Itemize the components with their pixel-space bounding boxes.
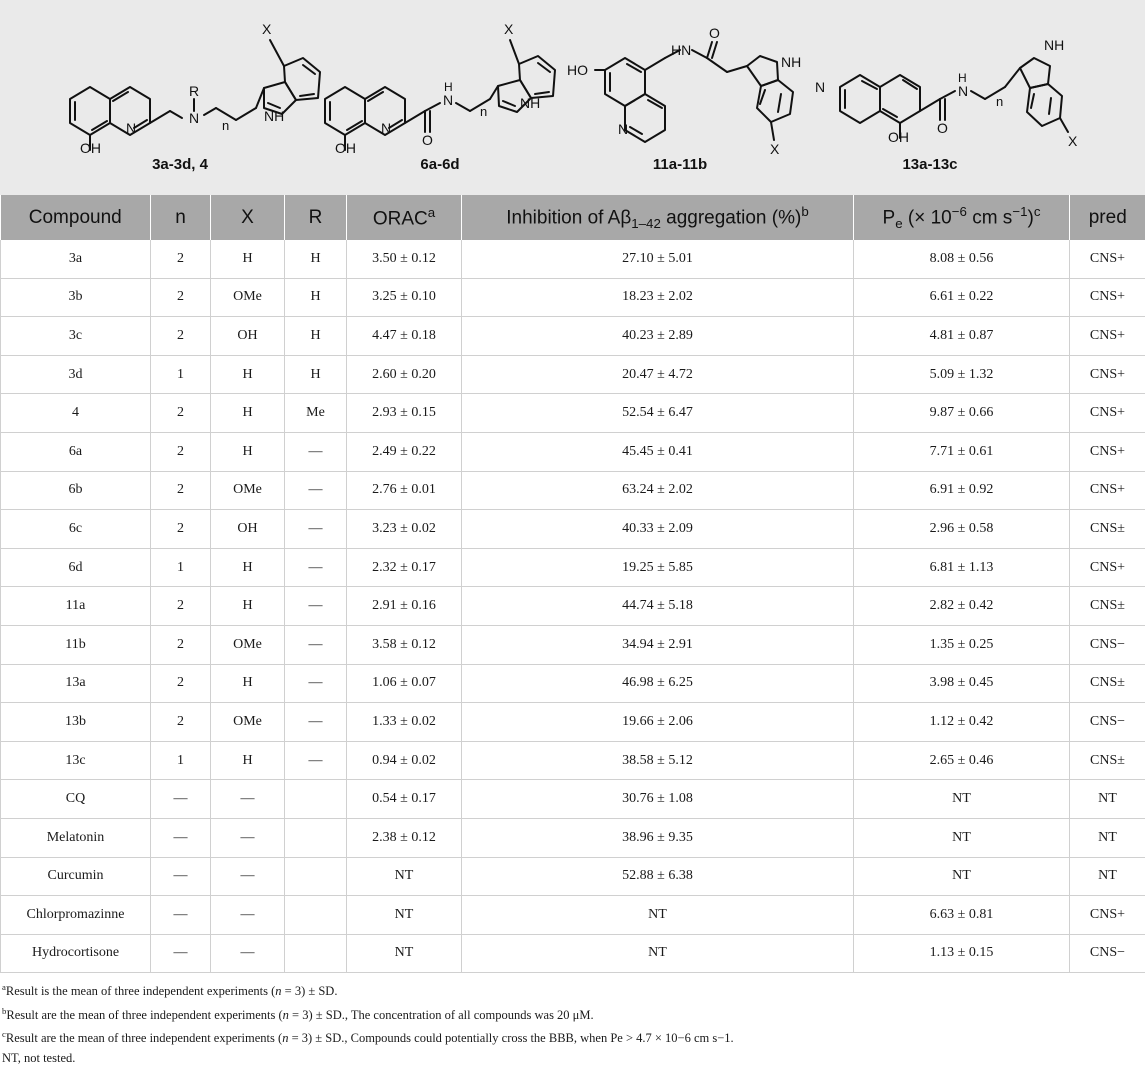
cell-pred: CNS± [1070, 741, 1145, 780]
cell-n: — [151, 934, 211, 973]
cell-r: H [285, 278, 347, 317]
footnotes [2, 978, 1142, 1068]
cell-n: 1 [151, 548, 211, 587]
orac-label: ORAC [373, 208, 428, 229]
inhib-label-pre: Inhibition of Aβ [506, 207, 631, 228]
atom-nsub-2: n [480, 104, 487, 119]
table-row [1, 317, 1145, 356]
cell-n: 1 [151, 355, 211, 394]
table-body [1, 240, 1145, 973]
cell-pe: 6.63 ± 0.81 [854, 896, 1070, 935]
cell-inhibition: 18.23 ± 2.02 [462, 278, 854, 317]
cell-pred: CNS+ [1070, 240, 1145, 278]
footnote-b-mark: b [2, 1006, 6, 1016]
footnote-b [2, 1002, 1142, 1026]
cell-orac: 1.06 ± 0.07 [347, 664, 462, 703]
cell-pred: CNS+ [1070, 432, 1145, 471]
atom-n-4a: N [815, 79, 825, 95]
footnote-a-pre: Result is the mean of three independent experiments ( [6, 984, 275, 998]
cell-inhibition: NT [462, 934, 854, 973]
cell-pred: CNS− [1070, 703, 1145, 742]
cell-compound: 3b [1, 278, 151, 317]
cell-inhibition: NT [462, 896, 854, 935]
atom-h-2: H [444, 80, 453, 94]
cell-orac: 2.93 ± 0.15 [347, 394, 462, 433]
atom-oh-4: OH [888, 129, 909, 145]
table-row [1, 780, 1145, 819]
cell-compound: Curcumin [1, 857, 151, 896]
cell-pe: 2.65 ± 0.46 [854, 741, 1070, 780]
footnote-a-n: n [275, 984, 281, 998]
cell-orac: 3.58 ± 0.12 [347, 625, 462, 664]
cell-x: OH [211, 317, 285, 356]
cell-orac: NT [347, 857, 462, 896]
pe-label-sub: e [895, 216, 902, 231]
orac-footnote-mark: a [428, 205, 435, 220]
cell-pe: 1.12 ± 0.42 [854, 703, 1070, 742]
cell-n: — [151, 780, 211, 819]
cell-pred: CNS− [1070, 625, 1145, 664]
footnote-b-post: = 3) ± SD., The concentration of all compounds was 20 μM. [289, 1008, 594, 1022]
pe-label-sup2: −1 [1012, 204, 1027, 219]
atom-n-4b: N [958, 83, 968, 99]
cell-inhibition: 38.58 ± 5.12 [462, 741, 854, 780]
cell-compound: 6b [1, 471, 151, 510]
col-header-pe [854, 195, 1070, 240]
pe-label-mid: (× 10 [903, 207, 952, 228]
atom-nh-1: NH [264, 108, 284, 124]
cell-r: Me [285, 394, 347, 433]
cell-n: 2 [151, 317, 211, 356]
cell-x: H [211, 432, 285, 471]
atom-x-1: X [262, 21, 272, 37]
atom-nh-4: NH [1044, 37, 1064, 53]
table-row [1, 432, 1145, 471]
cell-inhibition: 52.54 ± 6.47 [462, 394, 854, 433]
col-header-inhibition [462, 195, 854, 240]
pe-footnote-mark: c [1034, 204, 1041, 219]
cell-n: 2 [151, 625, 211, 664]
cell-r: — [285, 741, 347, 780]
cell-inhibition: 52.88 ± 6.38 [462, 857, 854, 896]
cell-compound: 13c [1, 741, 151, 780]
atom-nsub-4: n [996, 94, 1003, 109]
cell-pe: 9.87 ± 0.66 [854, 394, 1070, 433]
cell-orac: 2.91 ± 0.16 [347, 587, 462, 626]
cell-inhibition: 44.74 ± 5.18 [462, 587, 854, 626]
col-header-n: n [151, 195, 211, 240]
table-row [1, 510, 1145, 549]
atom-ho-3: HO [567, 62, 588, 78]
cell-pred: NT [1070, 818, 1145, 857]
cell-r: H [285, 355, 347, 394]
atom-o-2: O [422, 132, 433, 148]
pe-label-sup1: −6 [952, 204, 967, 219]
cell-orac: 4.47 ± 0.18 [347, 317, 462, 356]
inhib-label-sub: 1–42 [631, 216, 661, 231]
cell-x: — [211, 818, 285, 857]
cell-n: 2 [151, 394, 211, 433]
cell-orac: 0.94 ± 0.02 [347, 741, 462, 780]
footnote-b-pre: Result are the mean of three independent experiments ( [6, 1008, 282, 1022]
cell-r: — [285, 548, 347, 587]
cell-n: — [151, 818, 211, 857]
cell-inhibition: 19.66 ± 2.06 [462, 703, 854, 742]
cell-pred: CNS+ [1070, 471, 1145, 510]
cell-orac: 2.38 ± 0.12 [347, 818, 462, 857]
cell-n: 2 [151, 587, 211, 626]
structure-label-11a-11b: 11a-11b [580, 156, 780, 173]
table-row [1, 548, 1145, 587]
table-row [1, 355, 1145, 394]
cell-n: 2 [151, 510, 211, 549]
cell-inhibition: 27.10 ± 5.01 [462, 240, 854, 278]
cell-r [285, 896, 347, 935]
cell-compound: Hydrocortisone [1, 934, 151, 973]
cell-pe: 2.96 ± 0.58 [854, 510, 1070, 549]
cell-x: H [211, 664, 285, 703]
cell-r [285, 818, 347, 857]
cell-pred: CNS+ [1070, 317, 1145, 356]
atom-oh-1: OH [80, 140, 101, 156]
atom-x-3: X [770, 141, 780, 157]
footnote-c-pre: Result are the mean of three independent experiments ( [6, 1031, 282, 1045]
cell-compound: 13b [1, 703, 151, 742]
atom-nh-2: NH [520, 95, 540, 111]
cell-r: H [285, 240, 347, 278]
table-row [1, 471, 1145, 510]
structure-label-6a-6d: 6a-6d [340, 156, 540, 173]
cell-compound: 11a [1, 587, 151, 626]
col-header-r: R [285, 195, 347, 240]
cell-x: H [211, 240, 285, 278]
cell-compound: 13a [1, 664, 151, 703]
cell-compound: 6d [1, 548, 151, 587]
cell-pe: 5.09 ± 1.32 [854, 355, 1070, 394]
cell-pe: NT [854, 857, 1070, 896]
pe-label-post: ) [1027, 207, 1033, 228]
structure-label-13a-13c: 13a-13c [830, 156, 1030, 173]
cell-x: H [211, 548, 285, 587]
col-header-x: X [211, 195, 285, 240]
cell-orac: 0.54 ± 0.17 [347, 780, 462, 819]
cell-pred: NT [1070, 857, 1145, 896]
structure-label-3a-3d-4: 3a-3d, 4 [80, 156, 280, 173]
cell-n: 2 [151, 432, 211, 471]
structure-13a-13c [840, 58, 1068, 138]
cell-compound: 3c [1, 317, 151, 356]
cell-r: H [285, 317, 347, 356]
cell-compound: Melatonin [1, 818, 151, 857]
cell-inhibition: 30.76 ± 1.08 [462, 780, 854, 819]
cell-r: — [285, 625, 347, 664]
table-row [1, 934, 1145, 973]
cell-pe: 6.91 ± 0.92 [854, 471, 1070, 510]
footnote-a-post: = 3) ± SD. [282, 984, 338, 998]
table-row [1, 587, 1145, 626]
table-row [1, 818, 1145, 857]
cell-compound: 4 [1, 394, 151, 433]
cell-x: OMe [211, 625, 285, 664]
cell-n: — [151, 896, 211, 935]
cell-pe: NT [854, 818, 1070, 857]
atom-n-2b: N [443, 92, 453, 108]
cell-orac: NT [347, 896, 462, 935]
atom-r-1: R [189, 83, 199, 99]
table-header-row [1, 195, 1145, 240]
cell-x: OMe [211, 278, 285, 317]
cell-pe: 7.71 ± 0.61 [854, 432, 1070, 471]
atom-n-2a: N [381, 120, 391, 136]
footnote-c [2, 1025, 1142, 1049]
atom-n-1b: N [189, 110, 199, 126]
cell-pred: NT [1070, 780, 1145, 819]
cell-x: H [211, 587, 285, 626]
cell-n: 1 [151, 741, 211, 780]
footnote-nt: NT, not tested. [2, 1049, 1142, 1068]
inhib-footnote-mark: b [801, 204, 808, 219]
cell-pred: CNS+ [1070, 278, 1145, 317]
cell-x: OMe [211, 703, 285, 742]
cell-compound: 3a [1, 240, 151, 278]
cell-inhibition: 63.24 ± 2.02 [462, 471, 854, 510]
cell-orac: 1.33 ± 0.02 [347, 703, 462, 742]
cell-orac: NT [347, 934, 462, 973]
cell-n: 2 [151, 703, 211, 742]
cell-compound: 11b [1, 625, 151, 664]
cell-inhibition: 38.96 ± 9.35 [462, 818, 854, 857]
cell-pe: 6.81 ± 1.13 [854, 548, 1070, 587]
cell-pe: 1.35 ± 0.25 [854, 625, 1070, 664]
cell-orac: 2.32 ± 0.17 [347, 548, 462, 587]
cell-compound: CQ [1, 780, 151, 819]
cell-pe: NT [854, 780, 1070, 819]
col-header-pred: pred [1070, 195, 1145, 240]
cell-inhibition: 45.45 ± 0.41 [462, 432, 854, 471]
table-row [1, 664, 1145, 703]
cell-orac: 3.25 ± 0.10 [347, 278, 462, 317]
cell-pred: CNS± [1070, 664, 1145, 703]
cell-pe: 3.98 ± 0.45 [854, 664, 1070, 703]
cell-x: OMe [211, 471, 285, 510]
atom-nsub-1: n [222, 118, 229, 133]
footnote-c-post: = 3) ± SD., Compounds could potentially cross the BBB, when Pe > 4.7 × 10−6 cm s−1. [288, 1031, 733, 1045]
footnote-a [2, 978, 1142, 1002]
col-header-orac [347, 195, 462, 240]
atom-x-2: X [504, 21, 514, 37]
cell-pred: CNS− [1070, 934, 1145, 973]
table-row [1, 741, 1145, 780]
cell-n: 2 [151, 278, 211, 317]
pe-label-pre: P [883, 207, 896, 228]
cell-inhibition: 46.98 ± 6.25 [462, 664, 854, 703]
cell-r [285, 857, 347, 896]
cell-pred: CNS+ [1070, 355, 1145, 394]
cell-pe: 4.81 ± 0.87 [854, 317, 1070, 356]
atom-n-3: N [618, 121, 628, 137]
cell-pe: 1.13 ± 0.15 [854, 934, 1070, 973]
table-row [1, 240, 1145, 278]
cell-inhibition: 40.23 ± 2.89 [462, 317, 854, 356]
cell-orac: 2.76 ± 0.01 [347, 471, 462, 510]
results-table [0, 195, 1145, 973]
cell-n: 2 [151, 664, 211, 703]
cell-orac: 2.49 ± 0.22 [347, 432, 462, 471]
col-header-compound: Compound [1, 195, 151, 240]
cell-r [285, 780, 347, 819]
cell-x: — [211, 857, 285, 896]
cell-inhibition: 40.33 ± 2.09 [462, 510, 854, 549]
pe-label-mid2: cm s [967, 207, 1012, 228]
atom-o-3: O [709, 25, 720, 41]
cell-r: — [285, 471, 347, 510]
cell-n: 2 [151, 471, 211, 510]
cell-inhibition: 34.94 ± 2.91 [462, 625, 854, 664]
cell-pe: 8.08 ± 0.56 [854, 240, 1070, 278]
cell-n: 2 [151, 240, 211, 278]
cell-compound: 6a [1, 432, 151, 471]
cell-r: — [285, 587, 347, 626]
cell-orac: 3.50 ± 0.12 [347, 240, 462, 278]
atom-h-4: H [958, 71, 967, 85]
cell-r [285, 934, 347, 973]
cell-pred: CNS+ [1070, 896, 1145, 935]
cell-x: H [211, 394, 285, 433]
cell-r: — [285, 510, 347, 549]
atom-o-4: O [937, 120, 948, 136]
atom-oh-2: OH [335, 140, 356, 156]
cell-x: OH [211, 510, 285, 549]
table-row [1, 278, 1145, 317]
cell-pred: CNS± [1070, 510, 1145, 549]
footnote-c-n: n [282, 1031, 288, 1045]
cell-x: — [211, 896, 285, 935]
atom-hn-3: HN [671, 42, 691, 58]
footnote-a-mark: a [2, 982, 6, 992]
cell-inhibition: 19.25 ± 5.85 [462, 548, 854, 587]
inhib-label-post: aggregation (%) [661, 207, 801, 228]
cell-orac: 2.60 ± 0.20 [347, 355, 462, 394]
cell-r: — [285, 432, 347, 471]
cell-pe: 6.61 ± 0.22 [854, 278, 1070, 317]
structures-panel [0, 0, 1145, 195]
cell-compound: Chlorpromazinne [1, 896, 151, 935]
cell-x: — [211, 934, 285, 973]
atom-n-1a: N [126, 120, 136, 136]
cell-orac: 3.23 ± 0.02 [347, 510, 462, 549]
cell-pred: CNS± [1070, 587, 1145, 626]
table-row [1, 625, 1145, 664]
cell-pred: CNS+ [1070, 394, 1145, 433]
table-row [1, 896, 1145, 935]
atom-x-4: X [1068, 133, 1078, 149]
cell-pred: CNS+ [1070, 548, 1145, 587]
table-row [1, 394, 1145, 433]
footnote-b-n: n [283, 1008, 289, 1022]
cell-r: — [285, 664, 347, 703]
cell-r: — [285, 703, 347, 742]
cell-x: H [211, 741, 285, 780]
cell-pe: 2.82 ± 0.42 [854, 587, 1070, 626]
atom-nh-3: NH [781, 54, 801, 70]
cell-x: H [211, 355, 285, 394]
footnote-c-mark: c [2, 1029, 6, 1039]
cell-n: — [151, 857, 211, 896]
cell-compound: 3d [1, 355, 151, 394]
table-row [1, 703, 1145, 742]
cell-compound: 6c [1, 510, 151, 549]
cell-x: — [211, 780, 285, 819]
cell-inhibition: 20.47 ± 4.72 [462, 355, 854, 394]
table-row [1, 857, 1145, 896]
